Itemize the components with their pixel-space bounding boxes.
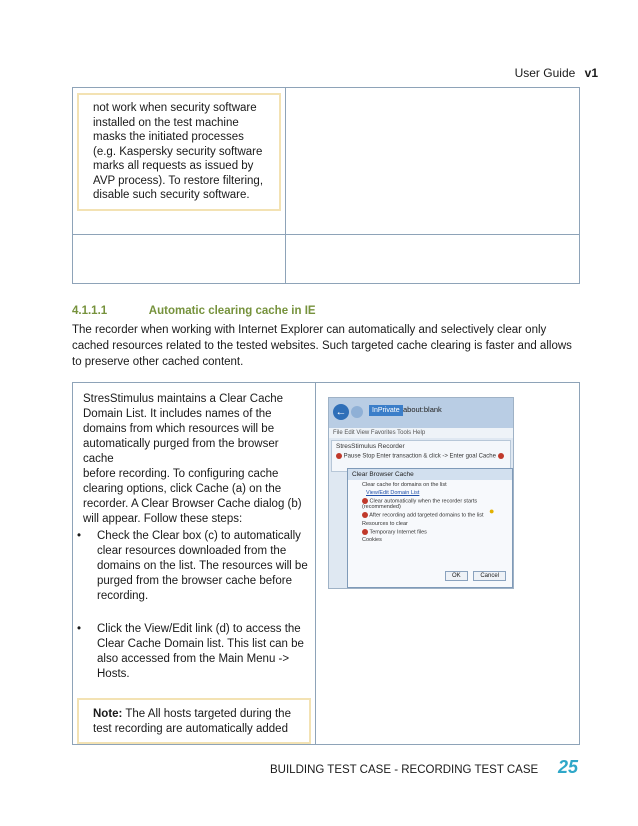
callout-dot-icon: [498, 453, 504, 459]
intro-line: automatically purged from the browser cache: [83, 438, 279, 465]
back-arrow-icon: ←: [333, 404, 349, 420]
inprivate-badge: InPrivate: [369, 405, 403, 416]
bullet-line: purged from the browser cache before: [97, 575, 292, 587]
intro-line: StresStimulus maintains a Clear Cache: [83, 393, 284, 405]
table1-right-cell: [286, 88, 580, 235]
header-title: User Guide: [514, 66, 576, 80]
note-line: marks all requests as issued by: [93, 160, 254, 172]
screenshot-cell: [316, 383, 580, 745]
callout-dot-icon: [362, 529, 368, 535]
paragraph-line: cached resources related to the tested websites. Such targeted cache clearing is faster and allows: [72, 340, 572, 352]
bullet-line: Clear Cache Domain list. This list can be: [97, 638, 304, 650]
section-number: 4.1.1.1: [72, 305, 108, 317]
dialog-line: [348, 527, 512, 535]
bullet-line: recording.: [97, 590, 149, 602]
bullet-line: Check the Clear box (c) to automatically: [97, 530, 301, 542]
bullet-item-clear-box: [73, 529, 315, 604]
dialog-line: [348, 496, 512, 510]
dialog-checkbox-label: Clear automatically when the recorder starts (recommended): [362, 498, 478, 511]
bullet-line: Hosts.: [97, 668, 130, 680]
intro-line: Domain List. It includes names of the: [83, 408, 272, 420]
hosts-note-box: [77, 698, 311, 744]
dialog-title: Clear Browser Cache: [348, 469, 512, 480]
callout-dot-icon: [362, 498, 368, 504]
continuation-table: [72, 87, 580, 284]
intro-line: before recording. To configuring cache: [83, 468, 279, 480]
note-text: test recording are automatically added: [93, 723, 288, 735]
recorder-bar: [332, 452, 510, 461]
page-number: 25: [558, 757, 579, 777]
table1-empty-cell: [73, 235, 286, 284]
table1-left-cell: [73, 88, 286, 235]
view-edit-link: View/Edit Domain List: [366, 490, 420, 496]
ok-button: OK: [445, 571, 468, 581]
instructions-cell: [73, 383, 316, 745]
bullet-line: also accessed from the Main Menu ->: [97, 653, 290, 665]
bullet-text: [97, 529, 308, 604]
footer-text: BUILDING TEST CASE - RECORDING TEST CASE: [270, 764, 539, 776]
recorder-title: StresStimulus Recorder: [336, 443, 405, 450]
instructions-table: [72, 382, 580, 745]
note-line: AVP process). To restore filtering,: [93, 174, 264, 187]
cancel-button: Cancel: [473, 571, 506, 581]
dialog-line: Cookies: [362, 537, 382, 544]
bullet-icon: •: [77, 530, 82, 542]
intro-text: [73, 383, 315, 527]
intro-line: will appear. Follow these steps:: [83, 513, 243, 525]
note-label: Note:: [93, 708, 123, 720]
intro-line: domains from which resources will be: [83, 423, 275, 435]
section-paragraph: [72, 322, 584, 370]
paragraph-line: to preserve other cached content.: [72, 356, 244, 368]
intro-line: clearing options, click Cache (a) on the: [83, 483, 282, 495]
bullet-line: clear resources downloaded from the: [97, 545, 287, 557]
section-title: Automatic clearing cache in IE: [148, 305, 316, 317]
note-text: The All hosts targeted during the: [125, 708, 291, 720]
intro-line: recorder. A Clear Browser Cache dialog (b): [83, 498, 302, 510]
security-note-box: [77, 93, 281, 211]
dialog-checkbox-label: After recording add targeted domains to the list: [369, 512, 484, 519]
recorder-bar-text: Pause Stop Enter transaction & click -> Enter goal Cache: [343, 453, 496, 460]
clear-cache-dialog: [347, 468, 513, 588]
note-line: (e.g. Kaspersky security software: [93, 145, 263, 158]
page-header: [515, 66, 598, 80]
note-line: not work when security software: [93, 102, 257, 114]
dialog-buttons: [441, 571, 506, 581]
note-line: disable such security software.: [93, 189, 250, 201]
lightbulb-icon: ●: [489, 506, 495, 516]
paragraph-line: The recorder when working with Internet Explorer can automatically and selectively clear only: [72, 324, 547, 336]
dialog-line: Resources to clear: [362, 520, 408, 527]
dialog-line: [348, 510, 512, 518]
bullet-line: Click the View/Edit link (d) to access the: [97, 623, 301, 635]
note-line: masks the initiated processes: [93, 131, 244, 143]
browser-menu: File Edit View Favorites Tools Help: [329, 428, 514, 438]
section-heading: [72, 305, 316, 317]
bullet-text: [97, 622, 304, 682]
address-bar: about:blank: [403, 405, 442, 414]
note-line: installed on the test machine: [93, 116, 239, 129]
forward-arrow-icon: [351, 406, 363, 418]
table1-empty-cell: [286, 235, 580, 284]
bullet-item-view-edit: [73, 622, 315, 682]
recorder-screenshot: [328, 397, 514, 589]
callout-dot-icon: [362, 512, 368, 518]
bullet-line: domains on the list. The resources will be: [97, 560, 308, 572]
header-version: v1: [584, 66, 598, 80]
bullet-icon: •: [77, 623, 82, 635]
callout-dot-icon: [336, 453, 342, 459]
dialog-checkbox-label: Temporary Internet files: [369, 529, 427, 536]
dialog-line: Clear cache for domains on the list: [362, 482, 447, 488]
